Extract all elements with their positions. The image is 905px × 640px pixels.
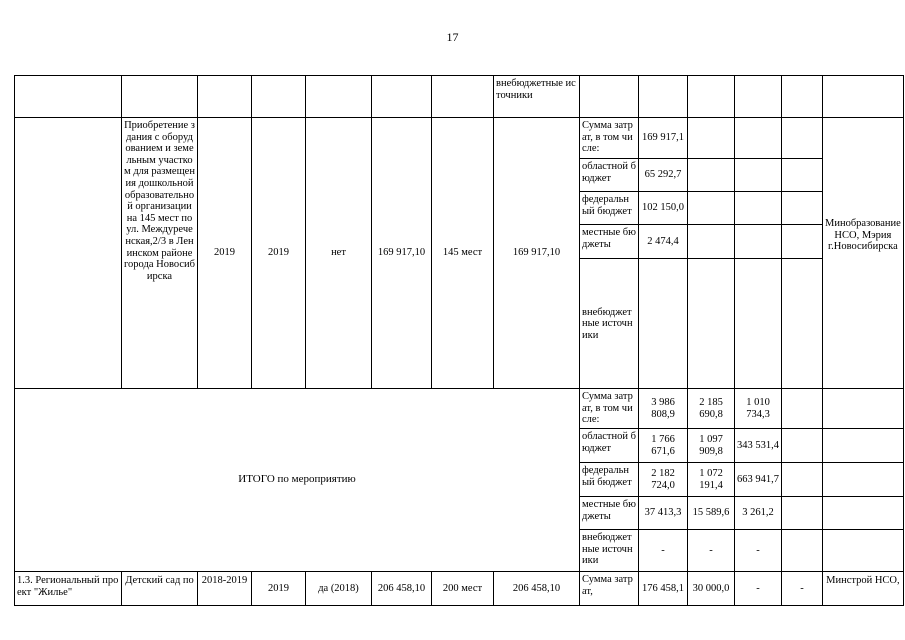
value-2019: -: [639, 530, 688, 572]
funding-source: Сумма затрат,: [580, 572, 639, 606]
value-2022: -: [782, 572, 823, 606]
capacity: 200 мест: [432, 572, 494, 606]
cell-empty: [688, 76, 735, 118]
value-2021: 663 941,7: [735, 463, 782, 497]
cell-empty: [782, 530, 823, 572]
funding-source: местные бюджеты: [580, 225, 639, 259]
value-2019: 37 413,3: [639, 497, 688, 530]
cell-empty: [782, 259, 823, 389]
value-2019: 169 917,1: [639, 118, 688, 159]
table-row: [15, 389, 904, 429]
cell-empty: [823, 429, 904, 463]
value-2020: [688, 259, 735, 389]
cell-empty: [782, 463, 823, 497]
table-row: [15, 76, 904, 118]
program-table: [14, 75, 904, 606]
funding-source: Сумма затрат, в том числе:: [580, 118, 639, 159]
value-2021: [735, 118, 782, 159]
cell-empty: [15, 76, 122, 118]
year-start: 2019: [198, 118, 252, 389]
value-2020: 2 185 690,8: [688, 389, 735, 429]
value-2019: 1 766 671,6: [639, 429, 688, 463]
value-2020: 1 072 191,4: [688, 463, 735, 497]
value-2021: 3 261,2: [735, 497, 782, 530]
value-2021: [735, 192, 782, 225]
psd-status: нет: [306, 118, 372, 389]
value-2021: -: [735, 530, 782, 572]
value-2021: 1 010 734,3: [735, 389, 782, 429]
cell-empty: [782, 118, 823, 159]
cell-empty: [782, 497, 823, 530]
funding-source: внебюджетные источники: [494, 76, 580, 118]
year-start: 2018-2019: [198, 572, 252, 606]
value-2019: 2 182 724,0: [639, 463, 688, 497]
funding-source: областной бюджет: [580, 159, 639, 192]
value-2020: 15 589,6: [688, 497, 735, 530]
funding-source: местные бюджеты: [580, 497, 639, 530]
cell-empty: [639, 76, 688, 118]
table-row: [15, 572, 904, 606]
remaining-cost: 206 458,10: [494, 572, 580, 606]
cell-empty: [782, 76, 823, 118]
executor: Минобразование НСО, Мэрия г.Новосибирска: [823, 118, 904, 389]
cell-empty: [432, 76, 494, 118]
cell-empty: [782, 429, 823, 463]
cell-empty: [306, 76, 372, 118]
psd-status: да (2018): [306, 572, 372, 606]
cell-empty: [580, 76, 639, 118]
value-2021: [735, 225, 782, 259]
remaining-cost: 169 917,10: [494, 118, 580, 389]
value-2021: [735, 259, 782, 389]
year-end: 2019: [252, 118, 306, 389]
cell-empty: [782, 225, 823, 259]
funding-source: внебюджетные источники: [580, 530, 639, 572]
year-end: 2019: [252, 572, 306, 606]
value-2020: [688, 192, 735, 225]
cell-empty: [198, 76, 252, 118]
cell-empty: [823, 76, 904, 118]
cell-empty: [782, 192, 823, 225]
capacity: 145 мест: [432, 118, 494, 389]
cell-empty: [372, 76, 432, 118]
value-2020: 1 097 909,8: [688, 429, 735, 463]
total-label: ИТОГО по мероприятию: [15, 389, 580, 572]
cell-empty: [823, 497, 904, 530]
funding-source: внебюджетные источники: [580, 259, 639, 389]
value-2020: 30 000,0: [688, 572, 735, 606]
cell-empty: [823, 463, 904, 497]
cell-empty: [823, 530, 904, 572]
value-2019: [639, 259, 688, 389]
value-2021: [735, 159, 782, 192]
estimated-cost: 206 458,10: [372, 572, 432, 606]
executor: Минстрой НСО,: [823, 572, 904, 606]
section-title: 1.3. Региональный проект "Жилье": [15, 572, 122, 606]
value-2019: 65 292,7: [639, 159, 688, 192]
value-2020: [688, 159, 735, 192]
table-row: [15, 118, 904, 159]
cell-empty: [15, 118, 122, 389]
funding-source: Сумма затрат, в том числе:: [580, 389, 639, 429]
value-2019: 102 150,0: [639, 192, 688, 225]
object-name: Детский сад по: [122, 572, 198, 606]
estimated-cost: 169 917,10: [372, 118, 432, 389]
value-2021: -: [735, 572, 782, 606]
cell-empty: [252, 76, 306, 118]
cell-empty: [782, 389, 823, 429]
cell-empty: [823, 389, 904, 429]
value-2021: 343 531,4: [735, 429, 782, 463]
value-2020: -: [688, 530, 735, 572]
value-2020: [688, 225, 735, 259]
page-number: 17: [446, 30, 459, 44]
value-2019: 3 986 808,9: [639, 389, 688, 429]
value-2019: 176 458,1: [639, 572, 688, 606]
cell-empty: [782, 159, 823, 192]
funding-source: федеральный бюджет: [580, 463, 639, 497]
value-2020: [688, 118, 735, 159]
funding-source: федеральный бюджет: [580, 192, 639, 225]
cell-empty: [735, 76, 782, 118]
value-2019: 2 474,4: [639, 225, 688, 259]
funding-source: областной бюджет: [580, 429, 639, 463]
object-name: Приобретение здания с оборудованием и земельным участком для размещения дошкольной образовательной организации на 145 мест по ул. Междуреченская,2/3 в Ленинском районе города Новосибирска: [122, 118, 198, 389]
cell-empty: [122, 76, 198, 118]
